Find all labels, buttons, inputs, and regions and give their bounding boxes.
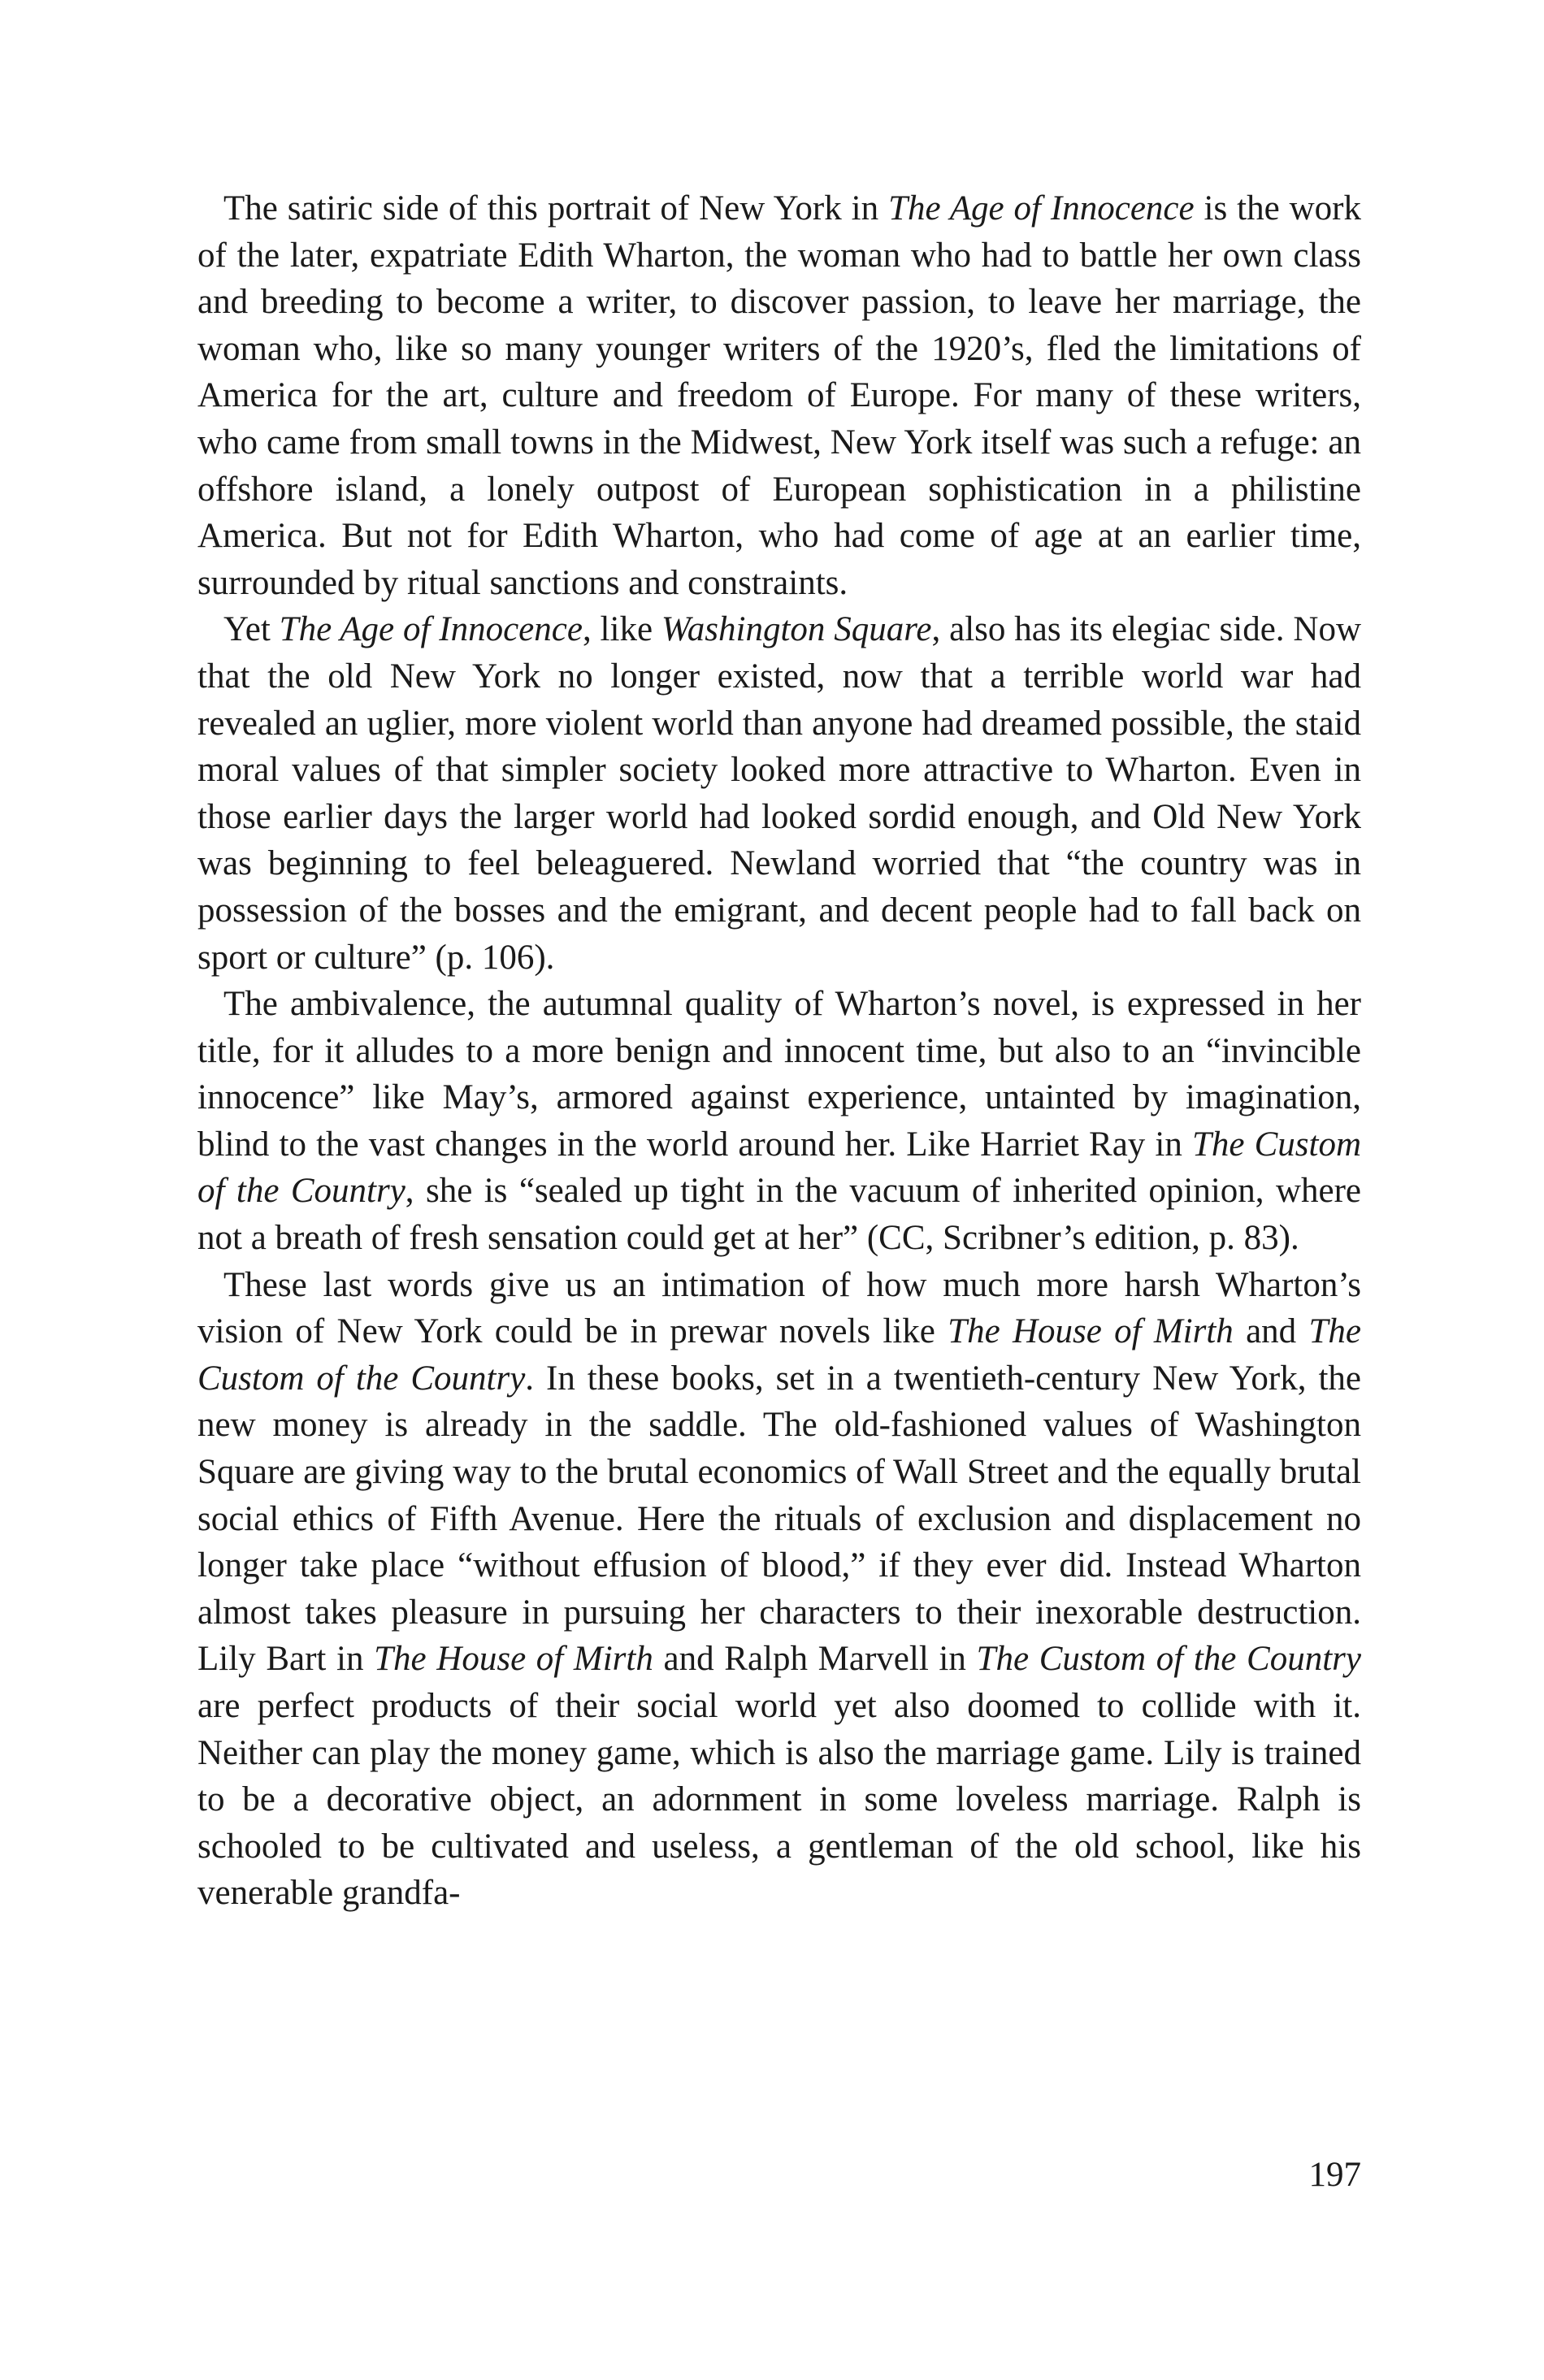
paragraph-4-seg-6: The House of Mirth bbox=[374, 1640, 653, 1679]
paragraph-4-seg-2: The House of Mirth bbox=[948, 1312, 1234, 1351]
paragraph-4-seg-4: The Custom of the Country bbox=[197, 1312, 1361, 1398]
paragraph-2-seg-4: Washington Square bbox=[661, 610, 932, 649]
page-body bbox=[197, 185, 1361, 1917]
paragraph-1-seg-2: The Age of Innocence bbox=[888, 189, 1195, 228]
paragraph-2 bbox=[197, 606, 1361, 981]
paragraph-1-seg-1: The satiric side of this portrait of New York in bbox=[223, 189, 889, 228]
paragraph-4-seg-5: . In these books, set in a twentieth-century New York, the new money is already in the saddle. The old-fashioned values of Washington Square are giving way to the brutal economics of Wall Street and the equally brutal social ethics of Fifth Avenue. Here the rituals of exclusion and displacement no longer take place “without effusion of blood,” if they ever did. Instead Wharton almost takes pleasure in pursuing her characters to their inexorable destruction. Lily Bart in bbox=[197, 1359, 1361, 1679]
paragraph-4-seg-3: and bbox=[1233, 1312, 1309, 1351]
page-number: 197 bbox=[1308, 2156, 1361, 2194]
paragraph-2-seg-3: , like bbox=[582, 610, 661, 649]
paragraph-4 bbox=[197, 1262, 1361, 1917]
paragraph-3-seg-1: The ambivalence, the autumnal quality of Wharton’s novel, is expressed in her title, for it alludes to a more benign and innocent time, but also to an “invincible innocence” like May’s, armored against experience, untainted by imagination, blind to the vast changes in the world around her. Like Harriet Ray in bbox=[197, 985, 1361, 1164]
paragraph-2-seg-1: Yet bbox=[223, 610, 280, 649]
paragraph-4-seg-8: The Custom of the Country bbox=[976, 1640, 1362, 1679]
paragraph-1-seg-3: is the work of the later, expatriate Edith Wharton, the woman who had to battle her own class and breeding to become a writer, to discover passion, to leave her marriage, the woman who, like so many younger writers of the 1920’s, fled the limitations of America for the art, culture and freedom of Europe. For many of these writers, who came from small towns in the Midwest, New York itself was such a refuge: an offshore island, a lonely outpost of European sophistication in a philistine America. But not for Edith Wharton, who had come of age at an earlier time, surrounded by ritual sanctions and constraints. bbox=[197, 189, 1361, 602]
paragraph-4-seg-1: These last words give us an intimation of how much more harsh Wharton’s vision of New York could be in prewar novels like bbox=[197, 1265, 1361, 1351]
paragraph-3-seg-3: , she is “sealed up tight in the vacuum of inherited opinion, where not a breath of fresh sensation could get at her” (CC, Scribner’s edition, p. 83). bbox=[197, 1172, 1361, 1258]
paragraph-2-seg-2: The Age of Innocence bbox=[279, 610, 583, 649]
paragraph-4-seg-7: and Ralph Marvell in bbox=[653, 1640, 977, 1679]
paragraph-3 bbox=[197, 981, 1361, 1262]
paragraph-4-seg-9: are perfect products of their social world yet also doomed to collide with it. Neither can play the money game, which is also the marriage game. Lily is trained to be a decorative object, an adornment in some loveless marriage. Ralph is schooled to be cultivated and useless, a gentleman of the old school, like his venerable grandfa- bbox=[197, 1687, 1361, 1913]
paragraph-2-seg-5: , also has its elegiac side. Now that the old New York no longer existed, now that a terrible world war had revealed an uglier, more violent world than anyone had dreamed possible, the staid moral values of that simpler society looked more attractive to Wharton. Even in those earlier days the larger world had looked sordid enough, and Old New York was beginning to feel beleaguered. Newland worried that “the country was in possession of the bosses and the emigrant, and decent people had to fall back on sport or culture” (p. 106). bbox=[197, 610, 1362, 977]
paragraph-1 bbox=[197, 185, 1361, 606]
paragraph-3-seg-2: The Custom of the Country bbox=[197, 1125, 1361, 1211]
